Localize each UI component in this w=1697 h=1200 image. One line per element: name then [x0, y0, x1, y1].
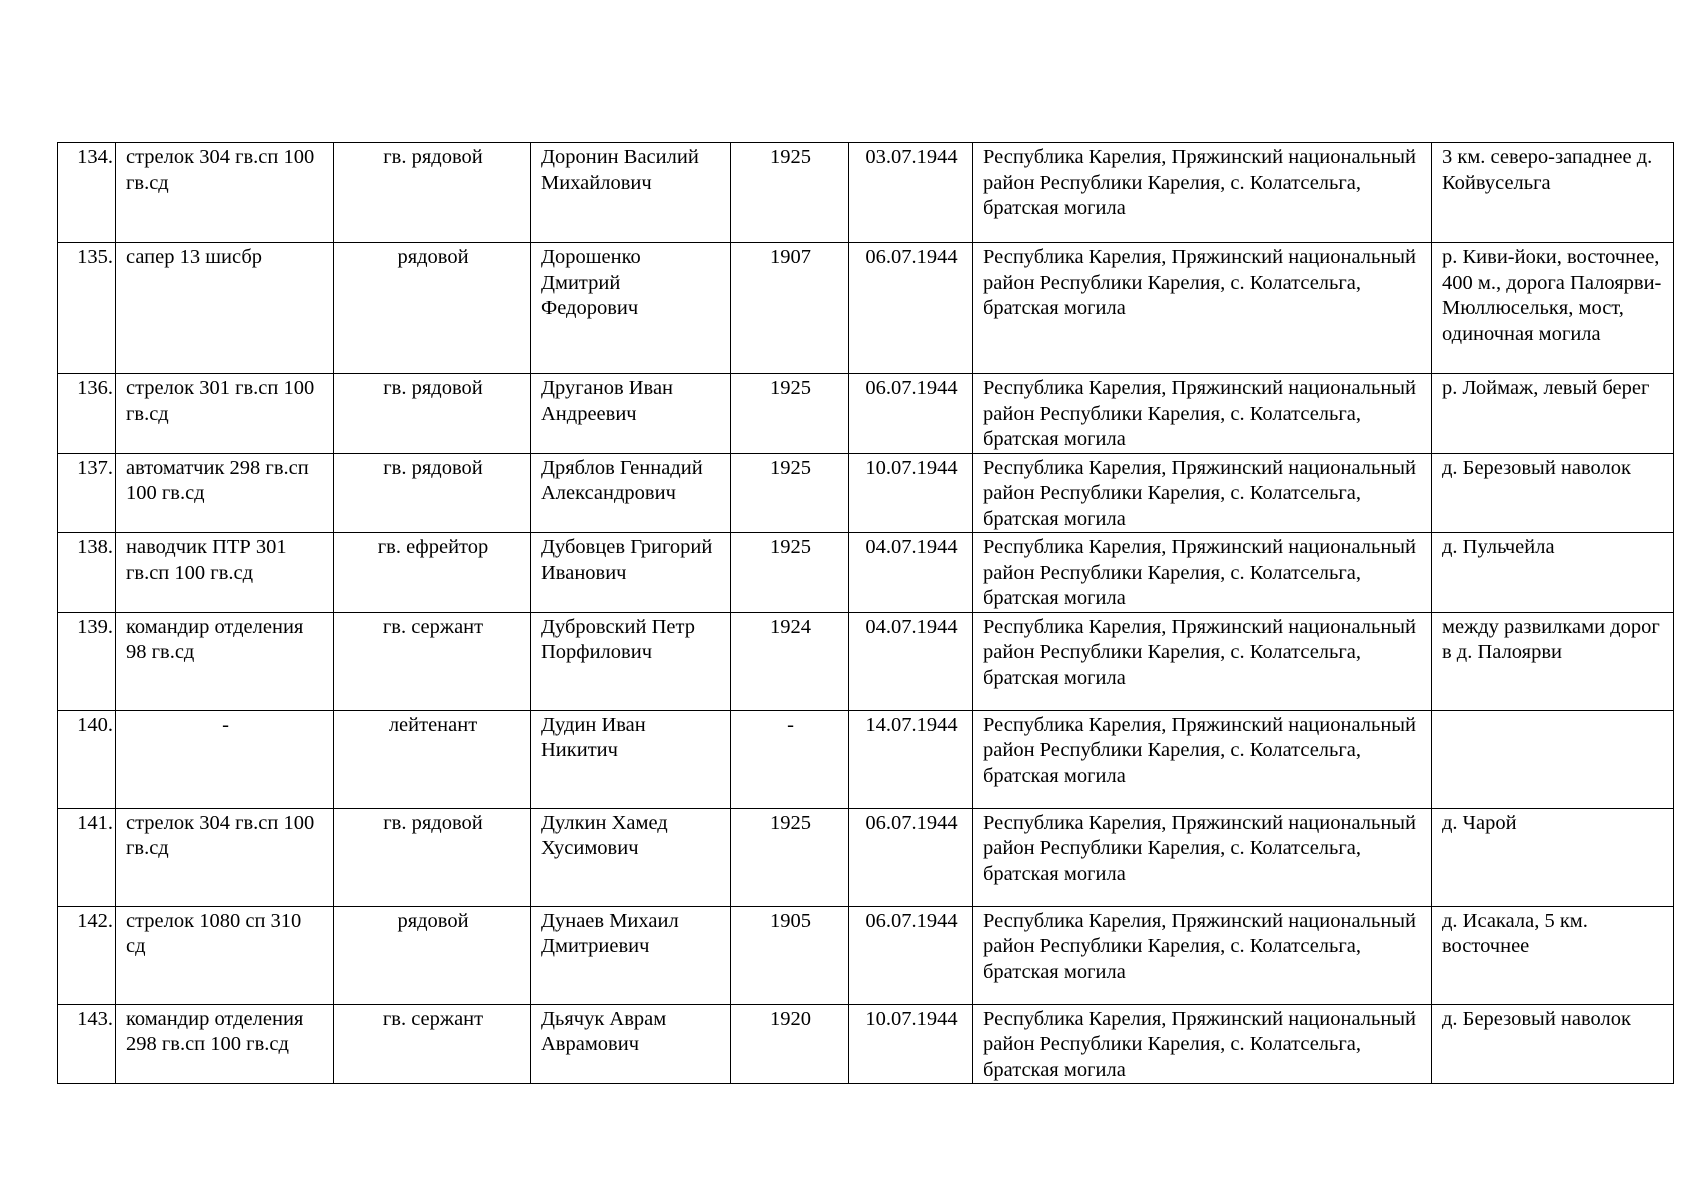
- military-rank: лейтенант: [334, 710, 531, 808]
- full-name: Дорошенко Дмитрий Федорович: [531, 243, 731, 374]
- full-name: Дьячук Аврам Аврамович: [531, 1004, 731, 1084]
- military-rank: гв. рядовой: [334, 374, 531, 454]
- military-rank: гв. сержант: [334, 612, 531, 710]
- death-date: 03.07.1944: [849, 143, 973, 243]
- military-rank: рядовой: [334, 906, 531, 1004]
- death-date: 06.07.1944: [849, 808, 973, 906]
- military-rank: гв. ефрейтор: [334, 533, 531, 613]
- burial-site: Республика Карелия, Пряжинский национальный район Республики Карелия, с. Колатсельга, братская могила: [973, 906, 1432, 1004]
- table-row: [58, 906, 1674, 1004]
- burial-site: Республика Карелия, Пряжинский национальный район Республики Карелия, с. Колатсельга, братская могила: [973, 1004, 1432, 1084]
- record-number: 139.: [58, 612, 116, 710]
- death-place: д. Чарой: [1432, 808, 1674, 906]
- burial-records-table: [57, 142, 1674, 1084]
- burial-site: Республика Карелия, Пряжинский национальный район Республики Карелия, с. Колатсельга, братская могила: [973, 710, 1432, 808]
- death-date: 06.07.1944: [849, 374, 973, 454]
- military-unit: стрелок 1080 сп 310 сд: [116, 906, 334, 1004]
- full-name: Дряблов Геннадий Александрович: [531, 453, 731, 533]
- full-name: Друганов Иван Андреевич: [531, 374, 731, 454]
- military-unit: автоматчик 298 гв.сп 100 гв.сд: [116, 453, 334, 533]
- military-unit: -: [116, 710, 334, 808]
- death-date: 10.07.1944: [849, 453, 973, 533]
- death-place: 3 км. северо-западнее д. Койвусельга: [1432, 143, 1674, 243]
- burial-site: Республика Карелия, Пряжинский национальный район Республики Карелия, с. Колатсельга, братская могила: [973, 374, 1432, 454]
- burial-site: Республика Карелия, Пряжинский национальный район Республики Карелия, с. Колатсельга, братская могила: [973, 453, 1432, 533]
- table-row: [58, 1004, 1674, 1084]
- record-number: 143.: [58, 1004, 116, 1084]
- birth-year: 1905: [731, 906, 849, 1004]
- birth-year: 1925: [731, 374, 849, 454]
- full-name: Доронин Василий Михайлович: [531, 143, 731, 243]
- record-number: 134.: [58, 143, 116, 243]
- burial-site: Республика Карелия, Пряжинский национальный район Республики Карелия, с. Колатсельга, братская могила: [973, 143, 1432, 243]
- military-unit: командир отделения 298 гв.сп 100 гв.сд: [116, 1004, 334, 1084]
- death-date: 06.07.1944: [849, 906, 973, 1004]
- record-number: 140.: [58, 710, 116, 808]
- record-number: 142.: [58, 906, 116, 1004]
- full-name: Дубовцев Григорий Иванович: [531, 533, 731, 613]
- birth-year: 1925: [731, 533, 849, 613]
- death-place: д. Исакала, 5 км. восточнее: [1432, 906, 1674, 1004]
- birth-year: 1924: [731, 612, 849, 710]
- record-number: 136.: [58, 374, 116, 454]
- military-unit: стрелок 304 гв.сп 100 гв.сд: [116, 808, 334, 906]
- record-number: 138.: [58, 533, 116, 613]
- burial-site: Республика Карелия, Пряжинский национальный район Республики Карелия, с. Колатсельга, братская могила: [973, 808, 1432, 906]
- table-row: [58, 533, 1674, 613]
- military-unit: наводчик ПТР 301 гв.сп 100 гв.сд: [116, 533, 334, 613]
- death-date: 04.07.1944: [849, 533, 973, 613]
- military-rank: гв. рядовой: [334, 808, 531, 906]
- table-row: [58, 612, 1674, 710]
- birth-year: 1920: [731, 1004, 849, 1084]
- table-row: [58, 143, 1674, 243]
- full-name: Дунаев Михаил Дмитриевич: [531, 906, 731, 1004]
- military-unit: сапер 13 шисбр: [116, 243, 334, 374]
- record-number: 141.: [58, 808, 116, 906]
- death-place: между развилками дорог в д. Палоярви: [1432, 612, 1674, 710]
- birth-year: 1925: [731, 808, 849, 906]
- full-name: Дудин Иван Никитич: [531, 710, 731, 808]
- death-place: р. Лоймаж, левый берег: [1432, 374, 1674, 454]
- military-unit: стрелок 304 гв.сп 100 гв.сд: [116, 143, 334, 243]
- death-place: д. Березовый наволок: [1432, 1004, 1674, 1084]
- death-date: 06.07.1944: [849, 243, 973, 374]
- table-row: [58, 710, 1674, 808]
- birth-year: -: [731, 710, 849, 808]
- death-place: р. Киви-йоки, восточнее, 400 м., дорога Палоярви-Мюллюселькя, мост, одиночная могила: [1432, 243, 1674, 374]
- record-number: 135.: [58, 243, 116, 374]
- birth-year: 1925: [731, 453, 849, 533]
- military-unit: командир отделения 98 гв.сд: [116, 612, 334, 710]
- table-row: [58, 374, 1674, 454]
- military-rank: гв. рядовой: [334, 453, 531, 533]
- burial-site: Республика Карелия, Пряжинский национальный район Республики Карелия, с. Колатсельга, братская могила: [973, 533, 1432, 613]
- death-date: 10.07.1944: [849, 1004, 973, 1084]
- burial-site: Республика Карелия, Пряжинский национальный район Республики Карелия, с. Колатсельга, братская могила: [973, 612, 1432, 710]
- birth-year: 1925: [731, 143, 849, 243]
- birth-year: 1907: [731, 243, 849, 374]
- death-date: 04.07.1944: [849, 612, 973, 710]
- military-rank: гв. рядовой: [334, 143, 531, 243]
- military-unit: стрелок 301 гв.сп 100 гв.сд: [116, 374, 334, 454]
- record-number: 137.: [58, 453, 116, 533]
- burial-site: Республика Карелия, Пряжинский национальный район Республики Карелия, с. Колатсельга, братская могила: [973, 243, 1432, 374]
- military-rank: гв. сержант: [334, 1004, 531, 1084]
- table-row: [58, 243, 1674, 374]
- table-row: [58, 808, 1674, 906]
- full-name: Дубровский Петр Порфилович: [531, 612, 731, 710]
- death-date: 14.07.1944: [849, 710, 973, 808]
- military-rank: рядовой: [334, 243, 531, 374]
- death-place: д. Березовый наволок: [1432, 453, 1674, 533]
- death-place: [1432, 710, 1674, 808]
- table-row: [58, 453, 1674, 533]
- death-place: д. Пульчейла: [1432, 533, 1674, 613]
- full-name: Дулкин Хамед Хусимович: [531, 808, 731, 906]
